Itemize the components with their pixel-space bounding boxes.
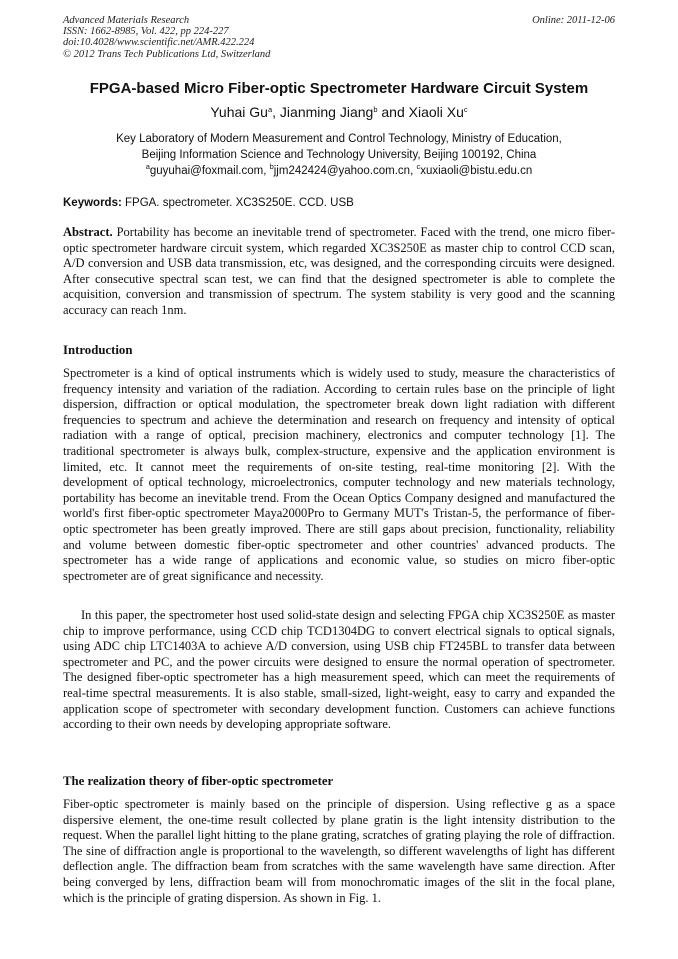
journal-doi: doi:10.4028/www.scientific.net/AMR.422.224: [63, 37, 255, 49]
email-separator: ,: [410, 165, 417, 177]
email-address: guyuhai@foxmail.com: [149, 165, 264, 177]
keywords: [63, 197, 354, 209]
journal-issn: ISSN: 1662-8985, Vol. 422, pp 224-227: [63, 26, 229, 38]
author-name: Xiaoli Xu: [408, 104, 464, 120]
email-mark: b: [269, 162, 274, 171]
email-mark: a: [145, 162, 150, 171]
introduction-paragraph: Spectrometer is a kind of optical instruments which is widely used to study, measure the characteristics of frequency intensity and variation of the radiation. According to certain rules base on the principle of light dispersion, diffraction or optical modulation, the spectrometer break down light radiation with different frequencies to spectrum and achieve the determination and research on frequency and intensity of optical radiation with a range of optical, precision machinery, electronics and computer technology [1]. The traditional spectrometer is always bulk, complex-structure, expensive and the application environment is limited, etc. It cannot meet the requirements of on-site testing, real-time monitoring [2]. With the development of optical technology, microelectronics, computer technology and new materials technology, portability has become an inevitable trend. From the Ocean Optics Company designed and manufactured the world's first fiber-optic spectrometer Maya2000Pro to Germany MUT's Tristan-5, the performance of fiber-optic spectrometer has been greatly improved. There are still gaps about precision, functionality, reliability and volume between domestic fiber-optic spectrometer and other countries' advanced products. The spectrometer has a wide range of applications and economic value, so studies on micro fiber-optic spectrometer are of great significance and necessity.: [63, 366, 615, 583]
author-mark: c: [463, 105, 468, 114]
email-separator: ,: [263, 165, 270, 177]
section-heading-introduction: Introduction: [63, 343, 133, 357]
author-mark: a: [267, 105, 273, 114]
paper-title: FPGA-based Micro Fiber-optic Spectrometer Hardware Circuit System: [89, 80, 589, 97]
abstract-label: Abstract.: [63, 225, 113, 239]
author-name: Yuhai Gu: [210, 104, 268, 120]
keywords-text: FPGA. spectrometer. XC3S250E. CCD. USB: [125, 197, 354, 209]
theory-paragraph: Fiber-optic spectrometer is mainly based on the principle of dispersion. Using reflective g as a space dispersive element, the one-time result collected by plane gratin is the light intensity distribution to the request. When the parallel light hitting to the plane grating, scratches of grating playing the role of diffraction. The sine of diffraction angle is proportional to the wavelength, so different wavelengths of light has different deflection angle. The diffraction beam from scratches with the same wavelength have same direction. After being converged by lens, diffraction beam will from monochromatic images of the slit in the focal plane, which is the principle of grating dispersion. As shown in Fig. 1.: [63, 797, 615, 905]
journal-name: Advanced Materials Research: [63, 15, 190, 26]
author-name: Jianming Jiang: [279, 104, 374, 120]
author-separator: ,: [272, 104, 280, 120]
affiliation-line: Key Laboratory of Modern Measurement and Control Technology, Ministry of Education,: [116, 133, 562, 145]
author-list: [40, 104, 638, 120]
email-list: [40, 162, 638, 177]
author-separator: and: [377, 104, 409, 120]
section-heading-theory: The realization theory of fiber-optic spectrometer: [63, 774, 334, 788]
online-date: Online: 2011-12-06: [532, 15, 615, 26]
affiliation: [40, 132, 638, 163]
journal-header: [63, 15, 270, 60]
introduction-paragraph: In this paper, the spectrometer host used solid-state design and selecting FPGA chip XC3S250E as master chip to improve performance, using CCD chip TCD1304DG to convert electrical signals to optical signals, using ADC chip LTC1403A to achieve A/D conversion, using USB chip FT245BL to transfer data between spectrometer and PC, and the power circuits were designed to ensure the normal operation of spectrometer. The designed fiber-optic spectrometer has a high measurement speed, which can meet the requirements of real-time spectral measurements. It is also stable, small-sized, light-weight, easy to carry and expanded the application scope of spectrometer with secondary development function. Customers can achieve functions according to their own needs by developing appropriate software.: [63, 608, 615, 732]
email-address: jjm242424@yahoo.com.cn: [273, 165, 411, 177]
affiliation-line: Beijing Information Science and Technology University, Beijing 100192, China: [141, 148, 537, 161]
author-mark: b: [373, 105, 378, 114]
abstract-paragraph: [63, 225, 615, 319]
email-address: xuxiaoli@bistu.edu.cn: [420, 165, 533, 177]
email-mark: c: [416, 162, 421, 171]
keywords-label: Keywords:: [63, 197, 122, 209]
journal-copyright: © 2012 Trans Tech Publications Ltd, Switzerland: [63, 48, 271, 60]
abstract-text: Portability has become an inevitable trend of spectrometer. Faced with the trend, one micro fiber-optic spectrometer hardware circuit system, which regarded XC3S250E as master chip to control CCD scan, A/D conversion and USB data transmission, etc, was designed, and the corresponding circuits were designed. After consecutive spectral scan test, we can find that the designed spectrometer is able to complete the acquisition, conversion and transmission of spectrum. The system stability is very good and the scanning accuracy can reach 1nm.: [63, 225, 615, 317]
